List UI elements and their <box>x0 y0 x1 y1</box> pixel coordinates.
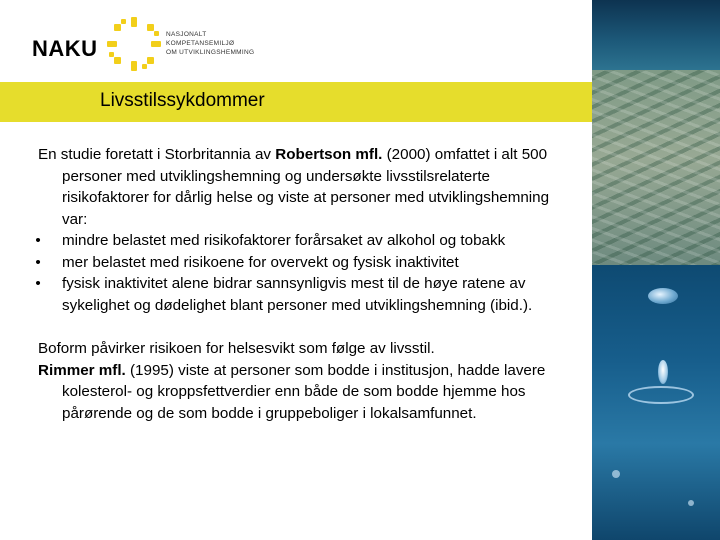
bubble-icon <box>612 470 620 478</box>
logo-subtitle-line2: OM UTVIKLINGSHEMMING <box>166 49 255 56</box>
paragraph-boform: Boform påvirker risikoen for helsesvikt som følge av livsstil. <box>38 340 435 357</box>
slide-body <box>35 144 578 424</box>
title-band <box>0 82 592 122</box>
para1-text-post: (2000) omfattet i alt 500 personer med utviklingshemning og undersøkte livsstilsrelaterte risikofaktorer for dårlig helse og viste at personer med utviklingshemning var: <box>62 146 550 228</box>
paragraph-robertson <box>38 144 578 230</box>
list-item-text: mindre belastet med risikofaktorer forårsaket av alkohol og tobakk <box>62 232 506 249</box>
list-item <box>35 273 578 316</box>
paragraph-rimmer <box>38 360 578 425</box>
bullet-icon: • <box>35 275 41 292</box>
sun-logo-icon <box>106 16 162 72</box>
para1-author: Robertson mfl. <box>275 146 383 163</box>
bullet-icon: • <box>35 232 41 249</box>
list-item-text: fysisk inaktivitet alene bidrar sannsynligvis mest til de høye ratene av sykelighet og dødelighet blant personer med utviklingshemning (ibid.). <box>62 275 533 314</box>
water-image-strip <box>592 0 720 540</box>
naku-logo <box>22 14 262 74</box>
water-drop-icon <box>648 288 678 304</box>
ripple-icon <box>628 386 694 404</box>
bubble-icon <box>688 500 694 506</box>
shallow-water-section <box>592 70 720 265</box>
logo-subtitle <box>166 30 266 57</box>
para3-author: Rimmer mfl. <box>38 361 126 379</box>
para1-text-pre: En studie foretatt i Storbritannia av <box>38 146 276 163</box>
para3-text-post: (1995) viste at personer som bodde i institusjon, hadde lavere kolesterol- og kroppsfettverdier enn både de som bodde hjemme hos pårørende og de som bodde i gruppeboliger i lokalsamfunnet. <box>62 361 546 422</box>
logo-wordmark: NAKU <box>32 36 98 61</box>
findings-list <box>35 230 578 316</box>
logo-subtitle-line1: NASJONALT KOMPETANSEMILJØ <box>166 31 235 47</box>
dark-water-section <box>592 0 720 70</box>
water-splash-icon <box>658 360 668 384</box>
list-item <box>35 252 578 274</box>
list-item <box>35 230 578 252</box>
slide-title: Livsstilssykdommer <box>100 90 265 111</box>
bullet-icon: • <box>35 253 41 271</box>
spacer <box>38 316 578 338</box>
list-item-text: mer belastet med risikoene for overvekt og fysisk inaktivitet <box>62 253 459 271</box>
